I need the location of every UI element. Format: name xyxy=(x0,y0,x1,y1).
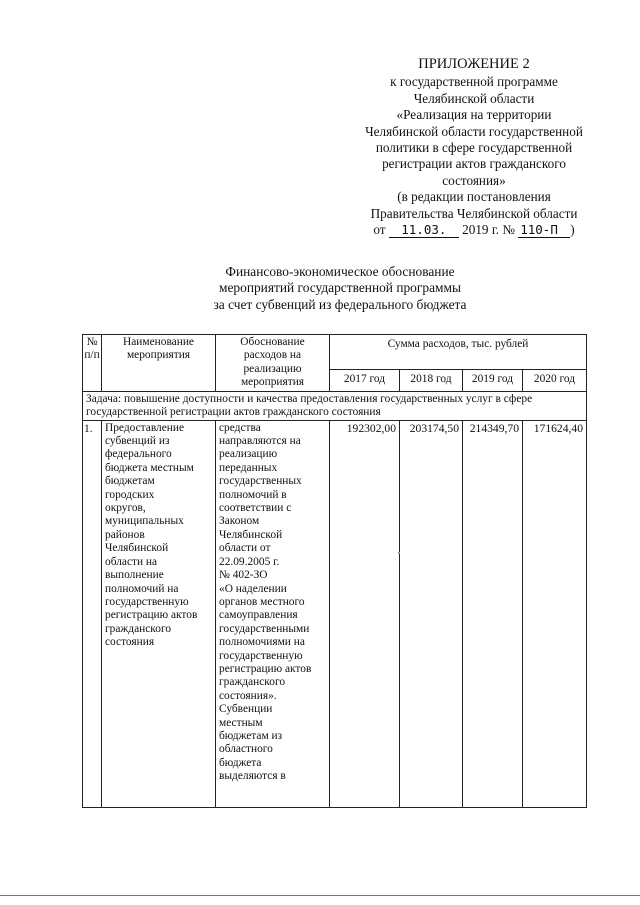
task-text: Задача: повышение доступности и качества предоставления государственных услуг в сфере государственной регистрации актов гражданского состояния xyxy=(83,391,587,420)
row-name-line: субвенций из xyxy=(105,435,170,448)
header-year-2017: 2017 год xyxy=(330,369,400,391)
value-2018: 203174,50 xyxy=(400,420,463,807)
row-name-line: округов, xyxy=(105,502,146,515)
appendix-line: политики в сфере государственной xyxy=(375,140,573,156)
row-name-line: выполнение xyxy=(105,569,164,582)
row-name-line: бюджета местным xyxy=(105,461,194,474)
appendix-line: (в редакции постановления xyxy=(397,189,551,205)
row-justification-line: 22.09.2005 г. xyxy=(219,555,280,568)
row-num: 1. xyxy=(83,420,102,807)
row-justification xyxy=(216,420,330,807)
header-year-2019: 2019 год xyxy=(463,369,523,391)
handwritten-date: 11.03. xyxy=(389,223,459,238)
row-name-line: муниципальных xyxy=(105,515,184,528)
row-justification-line: переданных xyxy=(219,461,278,474)
row-name-line: Челябинской xyxy=(105,542,169,555)
row-name-line: области на xyxy=(105,555,158,568)
row-justification-line: государственных xyxy=(219,475,302,488)
scan-speck xyxy=(398,552,400,554)
row-justification-line: направляются на xyxy=(219,435,301,448)
appendix-line: состояния» xyxy=(442,172,506,188)
row-justification-line: бюджета xyxy=(219,756,262,769)
row-justification-line: «О наделении xyxy=(219,582,287,595)
row-justification-line: государственными xyxy=(219,622,310,635)
row-name xyxy=(102,420,216,807)
header-year-2018: 2018 год xyxy=(400,369,463,391)
row-justification-line: местным xyxy=(219,716,263,729)
close-paren: ) xyxy=(570,222,575,238)
task-row xyxy=(83,391,587,420)
row-justification-line: органов местного xyxy=(219,595,305,608)
row-justification-line: Челябинской xyxy=(219,528,283,541)
row-name-line: состояния xyxy=(105,636,155,649)
appendix-line: регистрации актов гражданского xyxy=(382,156,566,172)
year-text: 2019 г. № xyxy=(462,222,515,238)
header-year-2020: 2020 год xyxy=(523,369,587,391)
appendix-line: Челябинской области xyxy=(413,90,535,106)
row-justification-line: соответствии с xyxy=(219,502,292,515)
row-justification-line: средства xyxy=(219,421,261,434)
row-name-line: полномочий на xyxy=(105,582,179,595)
page-bottom-rule xyxy=(0,895,640,896)
row-justification-line: регистрацию актов xyxy=(219,662,312,675)
row-name-line: федерального xyxy=(105,448,172,461)
row-name-line: районов xyxy=(105,528,145,541)
row-justification-line: гражданского xyxy=(219,676,286,689)
header-sum: Сумма расходов, тыс. рублей xyxy=(330,335,587,370)
handwritten-number: 110-П xyxy=(518,223,570,238)
appendix-line: Челябинской области государственной xyxy=(365,123,583,139)
row-justification-line: реализацию xyxy=(219,448,278,461)
row-justification-line: состояния». xyxy=(219,689,277,702)
date-prefix: от xyxy=(373,222,386,238)
row-justification-line: Субвенции xyxy=(219,703,273,716)
document-title xyxy=(60,264,620,313)
row-justification-line: областного xyxy=(219,743,273,756)
row-name-line: гражданского xyxy=(105,622,172,635)
value-2019: 214349,70 xyxy=(463,420,523,807)
row-name-line: Предоставление xyxy=(105,421,185,434)
row-name-line: городских xyxy=(105,488,155,501)
value-2017: 192302,00 xyxy=(330,420,400,807)
header-num: № п/п xyxy=(83,335,102,392)
appendix-line: «Реализация на территории xyxy=(396,107,552,123)
value-2020: 171624,40 xyxy=(523,420,587,807)
document-title-line: мероприятий государственной программы xyxy=(219,280,461,296)
row-justification-line: выделяются в xyxy=(219,770,286,783)
document-title-line: за счет субвенций из федерального бюджета xyxy=(213,296,467,312)
header-justification: Обоснование расходов на реализацию мероприятия xyxy=(216,335,330,392)
table-row xyxy=(83,420,587,807)
expenditure-table xyxy=(82,334,587,808)
row-justification-line: бюджетам из xyxy=(219,729,283,742)
header-name: Наименование мероприятия xyxy=(102,335,216,392)
row-justification-line: государственную xyxy=(219,649,303,662)
row-justification-line: Законом xyxy=(219,515,260,528)
row-name-line: бюджетам xyxy=(105,475,155,488)
appendix-block xyxy=(335,56,613,238)
resolution-date-line xyxy=(335,222,613,238)
document-title-line: Финансово-экономическое обоснование xyxy=(225,264,455,279)
row-justification-line: полномочий в xyxy=(219,488,287,501)
row-justification-line: полномочиями на xyxy=(219,636,305,649)
row-name-line: регистрацию актов xyxy=(105,609,198,622)
row-name-line: государственную xyxy=(105,595,189,608)
appendix-line: Правительства Челябинской области xyxy=(370,205,578,221)
row-justification-line: области от xyxy=(219,542,271,555)
appendix-title: ПРИЛОЖЕНИЕ 2 xyxy=(418,56,530,72)
row-justification-line: № 402-ЗО xyxy=(219,569,268,582)
table-header-row xyxy=(83,335,587,370)
row-justification-line: самоуправления xyxy=(219,609,298,622)
appendix-line: к государственной программе xyxy=(390,74,558,90)
